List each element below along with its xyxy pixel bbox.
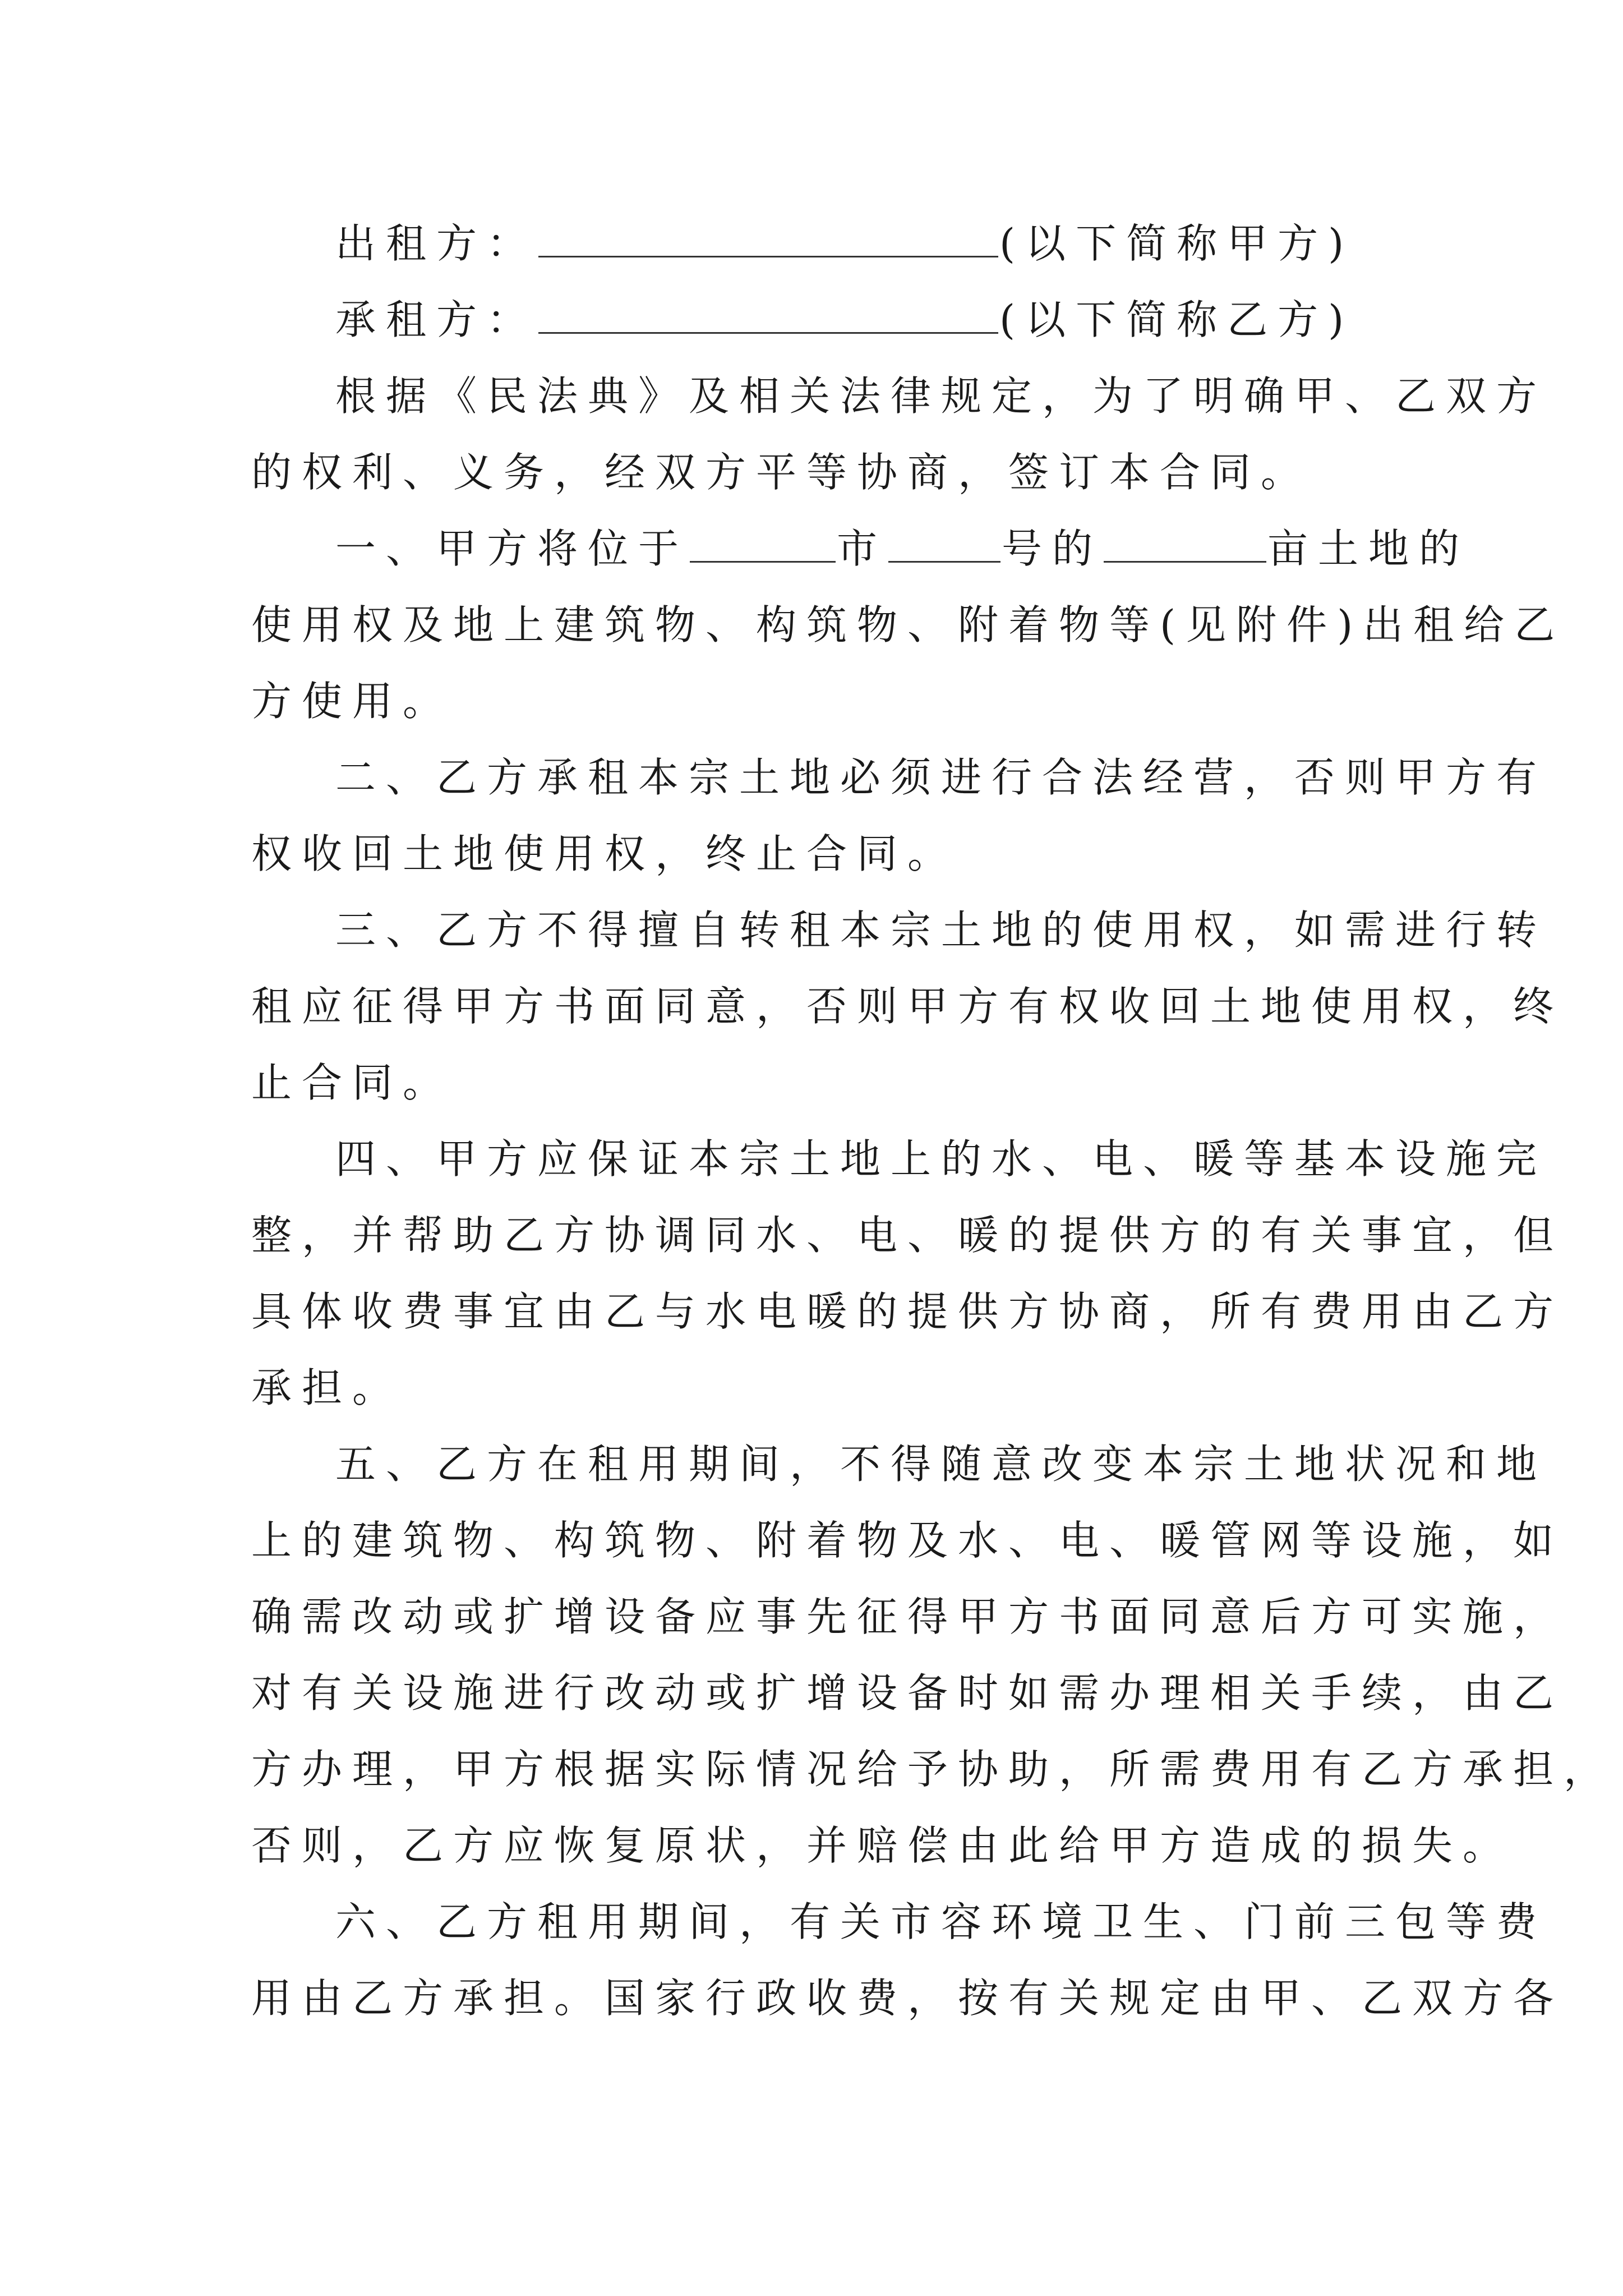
fill-in-blank[interactable]	[888, 531, 1000, 563]
text-line	[335, 1430, 1547, 1498]
text-line	[251, 1583, 1564, 1650]
fill-in-blank[interactable]	[538, 302, 998, 334]
text-line	[335, 1888, 1547, 1955]
line-text: 上的建筑物、构筑物、附着物及水、电、暖管网等设施，如	[251, 1517, 1564, 1564]
text-line	[251, 1354, 1373, 1421]
line-text: 一、甲方将位于	[335, 525, 689, 572]
line-text: 整，并帮助乙方协调同水、电、暖的提供方的有关事宜，但	[251, 1212, 1564, 1259]
text-line	[251, 820, 1373, 887]
line-text: 二、乙方承租本宗土地必须进行合法经营，否则甲方有	[335, 754, 1547, 801]
line-text: 号的	[1002, 525, 1103, 572]
line-text: 否则，乙方应恢复原状，并赔偿由此给甲方造成的损失。	[251, 1822, 1514, 1869]
line-text: 六、乙方租用期间，有关市容环境卫生、门前三包等费	[335, 1898, 1547, 1945]
line-text: 根据《民法典》及相关法律规定，为了明确甲、乙双方	[335, 372, 1547, 420]
text-line	[335, 286, 1457, 353]
text-line	[251, 1049, 1373, 1116]
line-text: 方使用。	[251, 678, 454, 725]
line-text: 市	[837, 525, 888, 572]
line-text: 权收回土地使用权，终止合同。	[251, 830, 958, 877]
line-text: 出租方：	[335, 220, 538, 267]
line-text: 承担。	[251, 1364, 403, 1411]
text-line	[251, 1659, 1564, 1727]
text-line	[251, 1964, 1564, 2032]
text-line	[251, 1278, 1564, 1345]
line-text: 用由乙方承担。国家行政收费，按有关规定由甲、乙双方各	[251, 1975, 1564, 2022]
text-line	[251, 973, 1564, 1040]
fill-in-blank[interactable]	[1104, 531, 1266, 563]
text-line	[251, 1507, 1564, 1574]
line-text: 方办理，甲方根据实际情况给予协助，所需费用有乙方承担，	[251, 1746, 1615, 1793]
line-text: 的权利、义务，经双方平等协商，签订本合同。	[251, 449, 1312, 496]
line-text: (以下简称乙方)	[999, 296, 1354, 343]
text-line	[335, 362, 1547, 430]
text-line	[335, 744, 1547, 811]
line-text: 确需改动或扩增设备应事先征得甲方书面同意后方可实施，	[251, 1593, 1564, 1640]
line-text: 四、甲方应保证本宗土地上的水、电、暖等基本设施完	[335, 1135, 1547, 1182]
line-text: 租应征得甲方书面同意，否则甲方有权收回土地使用权，终	[251, 983, 1564, 1030]
line-text: 对有关设施进行改动或扩增设备时如需办理相关手续，由乙	[251, 1669, 1564, 1717]
text-line	[335, 1125, 1547, 1193]
text-line	[335, 515, 1470, 582]
text-line	[251, 591, 1565, 659]
line-text: 亩土地的	[1267, 525, 1470, 572]
line-text: 止合同。	[251, 1059, 454, 1106]
text-line	[335, 896, 1547, 964]
text-line	[251, 1812, 1514, 1879]
line-text: 承租方：	[335, 296, 538, 343]
line-text: (以下简称甲方)	[999, 220, 1354, 267]
line-text: 三、乙方不得擅自转租本宗土地的使用权，如需进行转	[335, 907, 1547, 954]
text-line	[251, 1736, 1615, 1803]
text-line	[335, 210, 1457, 277]
text-line	[251, 439, 1373, 506]
line-text: 具体收费事宜由乙与水电暖的提供方协商，所有费用由乙方	[251, 1288, 1564, 1335]
line-text: 五、乙方在租用期间，不得随意改变本宗土地状况和地	[335, 1441, 1547, 1488]
line-text: 使用权及地上建筑物、构筑物、附着物等(见附件)出租给乙	[251, 601, 1565, 648]
fill-in-blank[interactable]	[690, 531, 836, 563]
fill-in-blank[interactable]	[538, 226, 998, 257]
text-line	[251, 1202, 1564, 1269]
text-line	[251, 668, 1373, 735]
